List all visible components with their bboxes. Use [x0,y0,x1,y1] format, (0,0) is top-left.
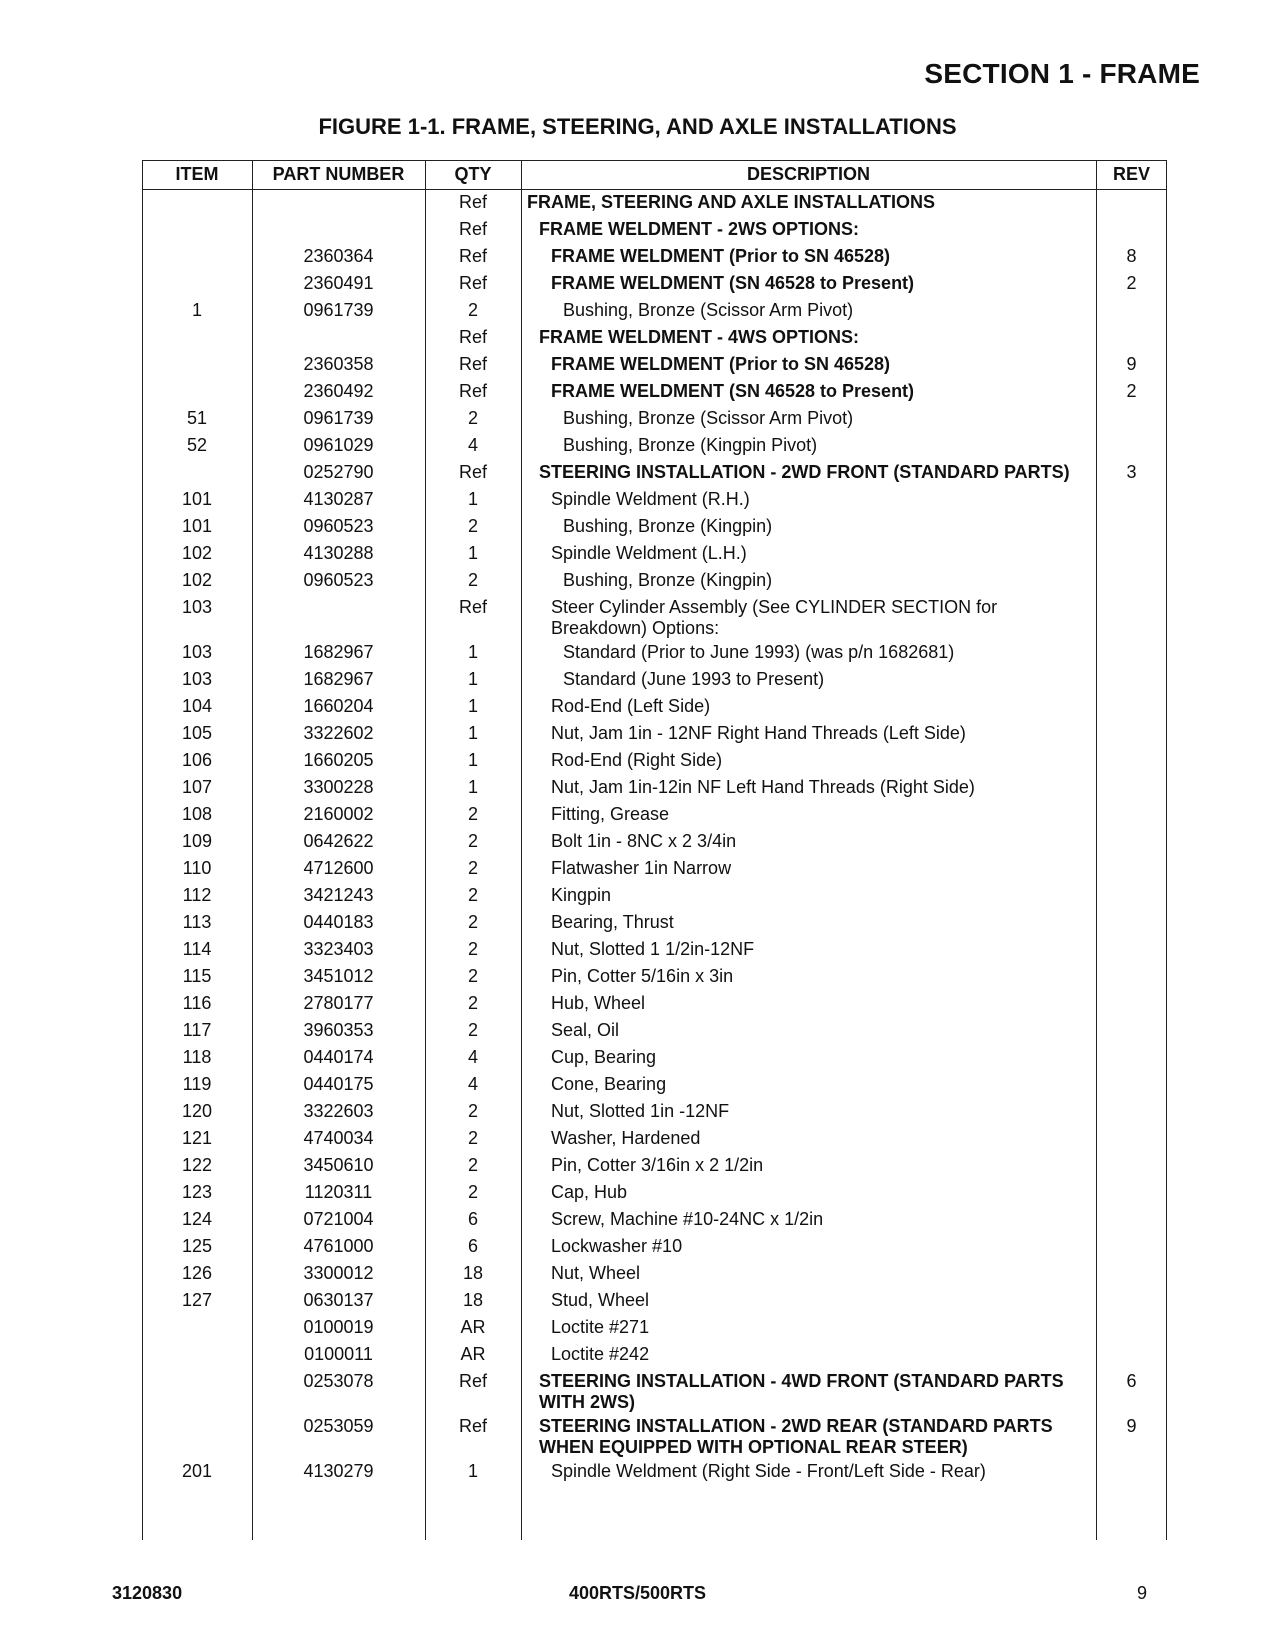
item-cell: 117 [182,1020,212,1040]
description-cell: FRAME WELDMENT - 4WS OPTIONS: [539,327,859,347]
part-number-cell: 0253059 [303,1416,374,1436]
table-top-border [142,160,1167,161]
qty-cell: 1 [467,696,478,716]
item-cell: 105 [181,723,213,743]
qty-cell: 2 [467,1155,478,1175]
part-number-cell: 3300012 [303,1263,374,1283]
description-cell: Standard (Prior to June 1993) (was p/n 1682681) [563,642,955,662]
part-number-cell: 3960353 [303,1020,374,1040]
description-cell: Nut, Slotted 1 1/2in-12NF [551,939,755,959]
table-row [142,801,1167,828]
description-cell: STEERING INSTALLATION - 2WD REAR (STANDARD PARTS WHEN EQUIPPED WITH OPTIONAL REAR STEER) [539,1416,1053,1457]
table-row [142,1125,1167,1152]
table-row [142,1287,1167,1314]
rev-cell [1096,1152,1167,1179]
rev-cell [1096,432,1167,459]
description-cell: Nut, Jam 1in-12in NF Left Hand Threads (Right Side) [551,777,975,797]
table-row [142,1341,1167,1368]
part-number-cell: 4130279 [303,1461,374,1481]
description-cell: Bushing, Bronze (Scissor Arm Pivot) [563,300,854,320]
table-row [142,1260,1167,1287]
rev-cell [1096,1260,1167,1287]
item-cell: 122 [181,1155,213,1175]
part-number-cell: 2160002 [303,804,374,824]
rev-cell [1096,1179,1167,1206]
description-cell: Lockwasher #10 [551,1236,683,1256]
table-row [142,405,1167,432]
part-number-cell: 3300228 [303,777,374,797]
description-cell: Pin, Cotter 5/16in x 3in [551,966,734,986]
rev-cell [1096,747,1167,774]
description-cell: FRAME WELDMENT (SN 46528 to Present) [551,273,915,293]
item-cell [142,243,252,270]
rev-cell [1096,1233,1167,1260]
footer-doc-number: 3120830 [112,1583,183,1603]
rev-cell [1096,774,1167,801]
table-row [142,882,1167,909]
qty-cell: 6 [467,1209,478,1229]
item-cell [142,189,252,216]
part-number-cell [252,216,425,243]
part-number-cell: 3322603 [303,1101,374,1121]
rev-cell [1096,1017,1167,1044]
qty-cell: Ref [458,381,487,401]
qty-cell: 2 [467,570,478,590]
rev-cell [1096,486,1167,513]
qty-cell: Ref [458,219,487,239]
qty-cell: Ref [458,462,487,482]
qty-cell: 2 [467,408,478,428]
qty-cell: Ref [458,192,487,212]
item-cell [142,1341,252,1368]
table-row [142,1314,1167,1341]
rev-cell [1096,405,1167,432]
item-cell: 119 [182,1074,212,1094]
table-row [142,1458,1167,1485]
qty-cell: 18 [462,1290,484,1310]
qty-cell: 1 [467,543,478,563]
item-cell: 103 [181,597,213,617]
column-divider [425,160,426,1540]
qty-cell: 2 [467,1128,478,1148]
description-cell: Seal, Oil [551,1020,620,1040]
qty-cell: 2 [467,1101,478,1121]
item-cell: 127 [181,1290,213,1310]
description-cell: Bushing, Bronze (Scissor Arm Pivot) [563,408,854,428]
rev-cell [1096,1071,1167,1098]
item-cell [142,459,252,486]
table-row [142,747,1167,774]
item-cell [142,378,252,405]
table-row [142,1017,1167,1044]
description-cell: Bushing, Bronze (Kingpin) [563,516,773,536]
rev-cell [1096,513,1167,540]
rev-cell [1096,855,1167,882]
parts-table [142,160,1167,1485]
qty-cell: 2 [467,966,478,986]
item-cell: 116 [182,993,212,1013]
part-number-cell: 2360364 [303,246,374,266]
part-number-cell: 3450610 [303,1155,374,1175]
rev-cell: 2 [1126,273,1137,293]
table-row [142,594,1167,639]
description-cell: Bearing, Thrust [551,912,674,932]
item-cell [142,1413,252,1458]
table-row [142,936,1167,963]
table-row [142,243,1167,270]
description-cell: Bolt 1in - 8NC x 2 3/4in [551,831,737,851]
qty-cell: Ref [458,246,487,266]
rev-cell [1096,540,1167,567]
qty-cell: 1 [467,1461,478,1481]
item-cell: 103 [181,642,213,662]
table-row [142,909,1167,936]
table-row [142,513,1167,540]
table-row [142,297,1167,324]
description-cell: Standard (June 1993 to Present) [563,669,825,689]
item-cell: 112 [182,885,212,905]
part-number-cell: 3451012 [303,966,374,986]
rev-cell: 2 [1126,381,1137,401]
item-cell: 101 [181,489,213,509]
item-cell: 52 [186,435,208,455]
part-number-cell: 2780177 [303,993,374,1013]
rev-cell [1096,216,1167,243]
item-cell: 124 [181,1209,213,1229]
description-cell: FRAME WELDMENT (Prior to SN 46528) [551,246,891,266]
part-number-cell: 4761000 [303,1236,374,1256]
table-row [142,486,1167,513]
table-header-border [142,189,1167,190]
part-number-cell: 4130287 [303,489,374,509]
qty-cell: 2 [467,516,478,536]
part-number-cell: 4712600 [303,858,374,878]
item-cell: 102 [181,543,213,563]
description-cell: Kingpin [551,885,612,905]
part-number-cell: 4740034 [303,1128,374,1148]
item-cell: 106 [181,750,213,770]
qty-cell: 4 [467,435,478,455]
table-row [142,1368,1167,1413]
rev-cell [1096,936,1167,963]
description-cell: Spindle Weldment (R.H.) [551,489,750,509]
item-cell [142,270,252,297]
part-number-cell: 0100011 [304,1344,373,1364]
table-row [142,1206,1167,1233]
table-row [142,216,1167,243]
table-row [142,459,1167,486]
column-divider [142,160,143,1540]
description-cell: Hub, Wheel [551,993,646,1013]
description-cell: FRAME WELDMENT (Prior to SN 46528) [551,354,891,374]
figure-title: FIGURE 1-1. FRAME, STEERING, AND AXLE INSTALLATIONS [318,114,957,139]
column-header-part-number: PART NUMBER [272,164,405,184]
rev-cell [1096,666,1167,693]
item-cell: 118 [182,1047,212,1067]
qty-cell: Ref [458,1371,487,1391]
column-header-rev: REV [1112,164,1150,184]
table-row [142,1152,1167,1179]
qty-cell: 1 [467,750,478,770]
part-number-cell: 1660205 [303,750,374,770]
part-number-cell: 4130288 [303,543,374,563]
column-divider [521,160,522,1540]
qty-cell: Ref [458,273,487,293]
rev-cell [1096,1341,1167,1368]
part-number-cell: 0440175 [303,1074,374,1094]
item-cell: 101 [181,516,213,536]
rev-cell [1096,297,1167,324]
item-cell: 126 [181,1263,213,1283]
table-row [142,828,1167,855]
item-cell: 114 [182,939,212,959]
part-number-cell [252,324,425,351]
description-cell: Bushing, Bronze (Kingpin) [563,570,773,590]
rev-cell [1096,1098,1167,1125]
item-cell: 121 [181,1128,213,1148]
part-number-cell: 0253078 [303,1371,374,1391]
table-row [142,1413,1167,1458]
description-cell: Cup, Bearing [551,1047,657,1067]
part-number-cell: 0960523 [303,570,374,590]
part-number-cell: 2360491 [303,273,374,293]
description-cell: Nut, Jam 1in - 12NF Right Hand Threads (Left Side) [551,723,966,743]
qty-cell: Ref [458,1416,487,1436]
description-cell: Loctite #242 [551,1344,650,1364]
rev-cell [1096,1044,1167,1071]
qty-cell: 1 [467,669,478,689]
part-number-cell: 0100019 [303,1317,374,1337]
item-cell [142,351,252,378]
footer-page-number: 9 [1136,1583,1147,1603]
qty-cell: 6 [467,1236,478,1256]
part-number-cell [252,189,425,216]
description-cell: STEERING INSTALLATION - 2WD FRONT (STANDARD PARTS) [539,462,1070,482]
rev-cell [1096,1458,1167,1485]
table-row [142,1179,1167,1206]
part-number-cell: 0440183 [303,912,374,932]
part-number-cell [252,594,425,639]
table-row [142,1044,1167,1071]
table-body [142,189,1167,1485]
qty-cell: 1 [467,642,478,662]
qty-cell: 1 [467,489,478,509]
qty-cell: 2 [467,885,478,905]
item-cell: 113 [182,912,212,932]
item-cell: 120 [181,1101,213,1121]
part-number-cell: 1682967 [303,642,374,662]
rev-cell: 9 [1126,1416,1137,1436]
table-row [142,1098,1167,1125]
description-cell: Nut, Wheel [551,1263,641,1283]
part-number-cell: 0642622 [303,831,374,851]
rev-cell [1096,189,1167,216]
part-number-cell: 0440174 [303,1047,374,1067]
description-cell: Stud, Wheel [551,1290,650,1310]
qty-cell: 1 [467,723,478,743]
rev-cell [1096,1125,1167,1152]
table-row [142,1071,1167,1098]
item-cell: 123 [181,1182,213,1202]
qty-cell: 2 [467,1020,478,1040]
part-number-cell: 2360492 [303,381,374,401]
rev-cell: 8 [1126,246,1137,266]
part-number-cell: 3421243 [303,885,374,905]
part-number-cell: 3323403 [303,939,374,959]
table-row [142,189,1167,216]
table-row [142,567,1167,594]
qty-cell: 4 [467,1047,478,1067]
qty-cell: 2 [467,912,478,932]
table-row [142,990,1167,1017]
table-row [142,540,1167,567]
part-number-cell: 1660204 [303,696,374,716]
qty-cell: 4 [467,1074,478,1094]
part-number-cell: 0630137 [303,1290,374,1310]
qty-cell: Ref [458,597,487,617]
description-cell: FRAME WELDMENT (SN 46528 to Present) [551,381,915,401]
table-row [142,1233,1167,1260]
part-number-cell: 1682967 [303,669,374,689]
item-cell [142,1368,252,1413]
rev-cell [1096,801,1167,828]
rev-cell [1096,567,1167,594]
qty-cell: 2 [467,993,478,1013]
qty-cell: Ref [458,327,487,347]
table-row [142,351,1167,378]
item-cell: 103 [181,669,213,689]
description-cell: Bushing, Bronze (Kingpin Pivot) [563,435,818,455]
table-row [142,693,1167,720]
qty-cell: AR [460,1317,486,1337]
description-cell: Spindle Weldment (L.H.) [551,543,747,563]
rev-cell [1096,990,1167,1017]
table-row [142,270,1167,297]
description-cell: STEERING INSTALLATION - 4WD FRONT (STANDARD PARTS WITH 2WS) [539,1371,1064,1412]
description-cell: FRAME, STEERING AND AXLE INSTALLATIONS [527,192,935,212]
description-cell: Washer, Hardened [551,1128,701,1148]
table-row [142,720,1167,747]
description-cell: Spindle Weldment (Right Side - Front/Left Side - Rear) [551,1461,986,1481]
description-cell: Screw, Machine #10-24NC x 1/2in [551,1209,824,1229]
description-cell: Rod-End (Left Side) [551,696,711,716]
rev-cell [1096,1287,1167,1314]
item-cell [142,216,252,243]
table-row [142,963,1167,990]
table-row [142,324,1167,351]
qty-cell: 2 [467,939,478,959]
column-divider [1166,160,1167,1540]
part-number-cell: 0961029 [303,435,374,455]
rev-cell [1096,594,1167,639]
qty-cell: 1 [467,777,478,797]
footer-model: 400RTS/500RTS [568,1583,707,1603]
qty-cell: 2 [467,831,478,851]
description-cell: Nut, Slotted 1in -12NF [551,1101,730,1121]
description-cell: Flatwasher 1in Narrow [551,858,732,878]
description-cell: Rod-End (Right Side) [551,750,723,770]
description-cell: Loctite #271 [551,1317,650,1337]
item-cell: 102 [181,570,213,590]
table-row [142,432,1167,459]
description-cell: Cap, Hub [551,1182,628,1202]
item-cell: 107 [181,777,213,797]
part-number-cell: 0961739 [303,300,374,320]
item-cell: 51 [186,408,208,428]
item-cell: 109 [181,831,213,851]
column-header-qty: QTY [454,164,492,184]
part-number-cell: 0961739 [303,408,374,428]
rev-cell [1096,324,1167,351]
part-number-cell: 0252790 [303,462,374,482]
rev-cell: 6 [1126,1371,1137,1391]
rev-cell [1096,963,1167,990]
section-title: SECTION 1 - FRAME [924,58,1200,89]
table-row [142,639,1167,666]
column-divider [1096,160,1097,1540]
table-row [142,855,1167,882]
description-cell: Pin, Cotter 3/16in x 2 1/2in [551,1155,764,1175]
qty-cell: 2 [467,804,478,824]
rev-cell: 9 [1126,354,1137,374]
description-cell: Cone, Bearing [551,1074,667,1094]
table-row [142,378,1167,405]
qty-cell: Ref [458,354,487,374]
part-number-cell: 2360358 [303,354,374,374]
rev-cell [1096,693,1167,720]
rev-cell: 3 [1126,462,1137,482]
column-divider [252,160,253,1540]
table-header-row [142,160,1167,189]
item-cell: 201 [181,1461,213,1481]
item-cell [142,324,252,351]
qty-cell: 2 [467,1182,478,1202]
item-cell: 104 [181,696,213,716]
description-cell: Fitting, Grease [551,804,670,824]
item-cell: 108 [181,804,213,824]
part-number-cell: 1120311 [304,1182,373,1202]
part-number-cell: 0960523 [303,516,374,536]
column-header-item: ITEM [175,164,219,184]
parts-table-frame [142,160,1167,1540]
rev-cell [1096,828,1167,855]
item-cell: 125 [181,1236,213,1256]
qty-cell: 18 [462,1263,484,1283]
rev-cell [1096,639,1167,666]
column-header-description: DESCRIPTION [746,164,870,184]
item-cell: 1 [191,300,202,320]
item-cell: 115 [182,966,212,986]
rev-cell [1096,882,1167,909]
rev-cell [1096,909,1167,936]
qty-cell: AR [460,1344,486,1364]
item-cell [142,1314,252,1341]
rev-cell [1096,1206,1167,1233]
description-cell: Steer Cylinder Assembly (See CYLINDER SECTION for Breakdown) Options: [551,597,998,638]
item-cell: 110 [182,858,212,878]
table-row [142,774,1167,801]
rev-cell [1096,1314,1167,1341]
table-row [142,666,1167,693]
part-number-cell: 3322602 [303,723,374,743]
rev-cell [1096,720,1167,747]
qty-cell: 2 [467,300,478,320]
qty-cell: 2 [467,858,478,878]
description-cell: FRAME WELDMENT - 2WS OPTIONS: [539,219,859,239]
part-number-cell: 0721004 [303,1209,374,1229]
